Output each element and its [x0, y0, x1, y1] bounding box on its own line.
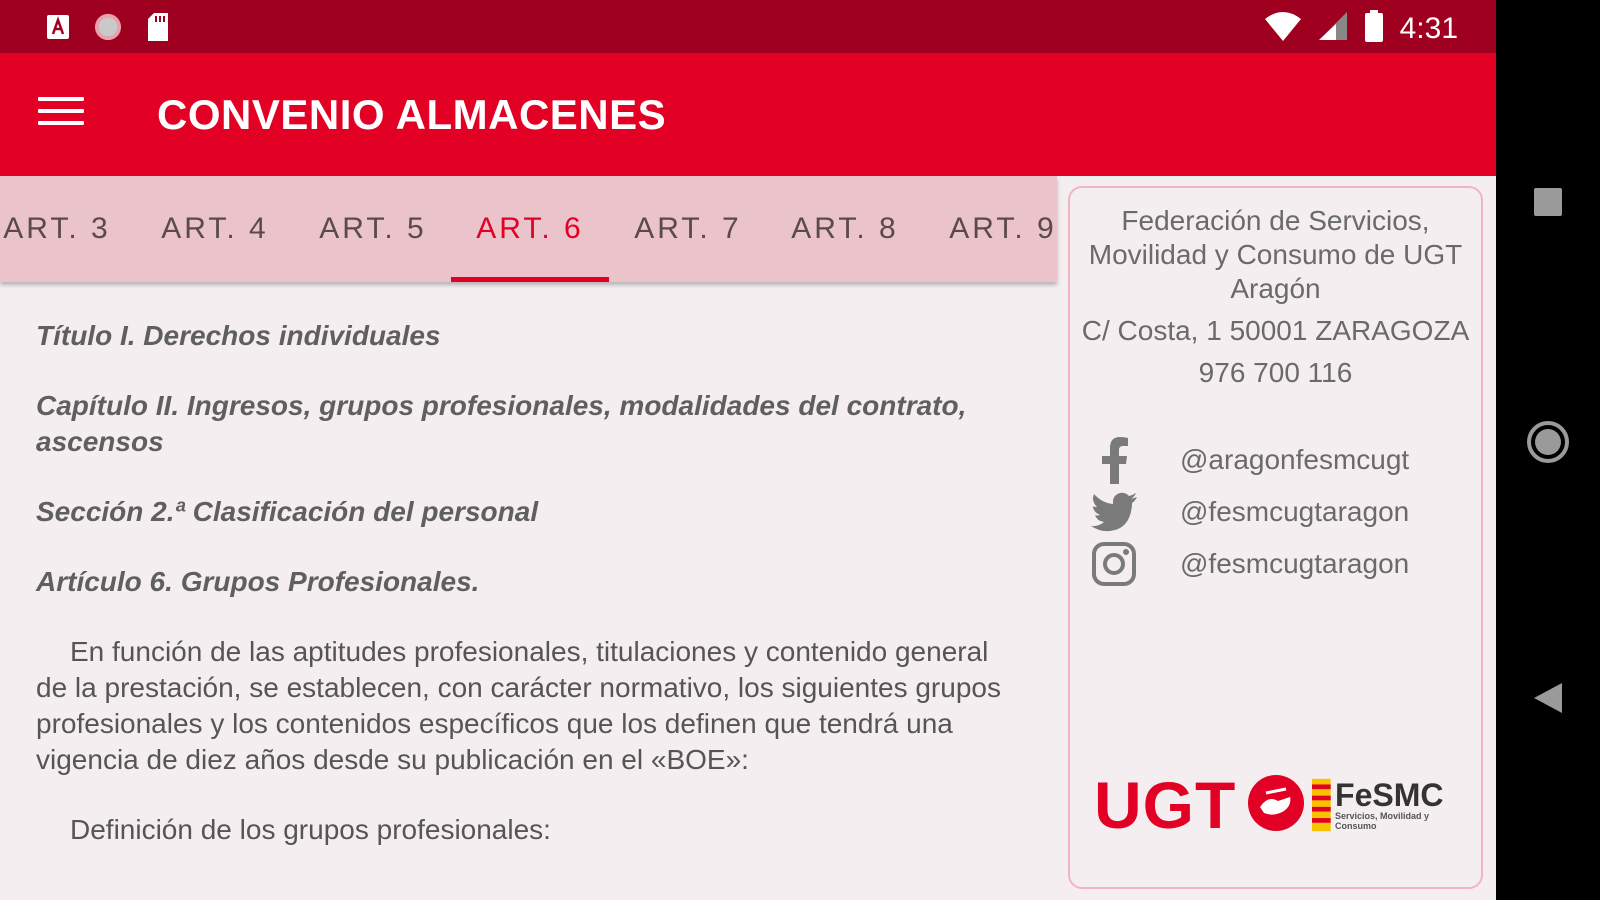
ugt-emblem-icon	[1246, 773, 1306, 838]
battery-icon	[1364, 10, 1384, 47]
organization-address: C/ Costa, 1 50001 ZARAGOZA	[1081, 315, 1470, 346]
circle-notification-icon	[94, 12, 122, 42]
status-time: 4:31	[1399, 11, 1458, 45]
instagram-link[interactable]	[1088, 540, 1468, 588]
organization-name: Federación de Servicios, Movilidad y Consumo de UGT Aragón	[1088, 205, 1463, 304]
organization-logos	[1094, 770, 1464, 840]
home-button[interactable]	[1526, 420, 1570, 464]
article-paragraph: En función de las aptitudes profesionales, titulaciones y contenido general de la prestación, se establecen, con carácter normativo, los siguientes grupos profesionales y los contenidos específicos que los definen que tendrá una vigencia de diez años desde su publicación en el «BOE»:	[36, 636, 1001, 775]
navigation-bar	[1496, 0, 1600, 900]
menu-icon[interactable]	[38, 97, 84, 133]
article-content[interactable]	[0, 282, 1057, 882]
app-bar	[0, 53, 1496, 176]
seccion-heading: Sección 2.ª Clasificación del personal	[36, 496, 539, 527]
tab-art-4[interactable]: ART. 4	[161, 212, 269, 245]
signal-icon	[1318, 11, 1348, 46]
articulo-heading: Artículo 6. Grupos Profesionales.	[36, 566, 480, 597]
facebook-link[interactable]	[1088, 436, 1468, 484]
article-tabs	[0, 176, 1057, 282]
home-circle-icon	[1526, 420, 1570, 464]
sd-card-icon	[144, 12, 172, 42]
tab-art-8[interactable]: ART. 8	[791, 212, 899, 245]
status-notifications	[44, 12, 172, 42]
facebook-icon	[1088, 434, 1140, 486]
tab-art-5[interactable]: ART. 5	[319, 212, 427, 245]
page-title: CONVENIO ALMACENES	[157, 91, 667, 138]
instagram-handle: @fesmcugtaragon	[1180, 548, 1410, 579]
capitulo-heading: Capítulo II. Ingresos, grupos profesionales, modalidades del contrato, ascensos	[36, 390, 967, 457]
status-bar	[0, 0, 1496, 53]
recents-button[interactable]	[1526, 180, 1570, 224]
fesmc-logo	[1312, 777, 1464, 833]
wifi-icon	[1264, 11, 1302, 46]
tab-art-7[interactable]: ART. 7	[634, 212, 742, 245]
fesmc-title: FeSMC	[1335, 777, 1444, 813]
ugt-logo: UGT	[1094, 768, 1237, 842]
tab-art-3[interactable]: ART. 3	[3, 212, 111, 245]
text-a-icon	[44, 12, 72, 42]
back-triangle-icon	[1532, 681, 1564, 715]
twitter-link[interactable]	[1088, 488, 1468, 536]
back-button[interactable]	[1526, 676, 1570, 720]
titulo-heading: Título I. Derechos individuales	[36, 320, 441, 351]
union-info-panel	[1068, 186, 1483, 889]
aragon-flag-icon	[1312, 777, 1331, 833]
square-icon	[1533, 187, 1563, 217]
fesmc-subtitle: Servicios, Movilidad y Consumo	[1335, 811, 1430, 831]
instagram-icon	[1088, 538, 1140, 590]
organization-phone[interactable]: 976 700 116	[1198, 357, 1353, 388]
status-system	[1264, 10, 1458, 47]
twitter-icon	[1088, 486, 1140, 538]
grupos-definition-line: Definición de los grupos profesionales:	[70, 814, 551, 845]
twitter-handle: @fesmcugtaragon	[1180, 496, 1410, 527]
facebook-handle: @aragonfesmcugt	[1180, 444, 1410, 475]
tab-art-6[interactable]: ART. 6	[451, 176, 609, 282]
tab-art-9[interactable]: ART. 9	[949, 212, 1057, 245]
